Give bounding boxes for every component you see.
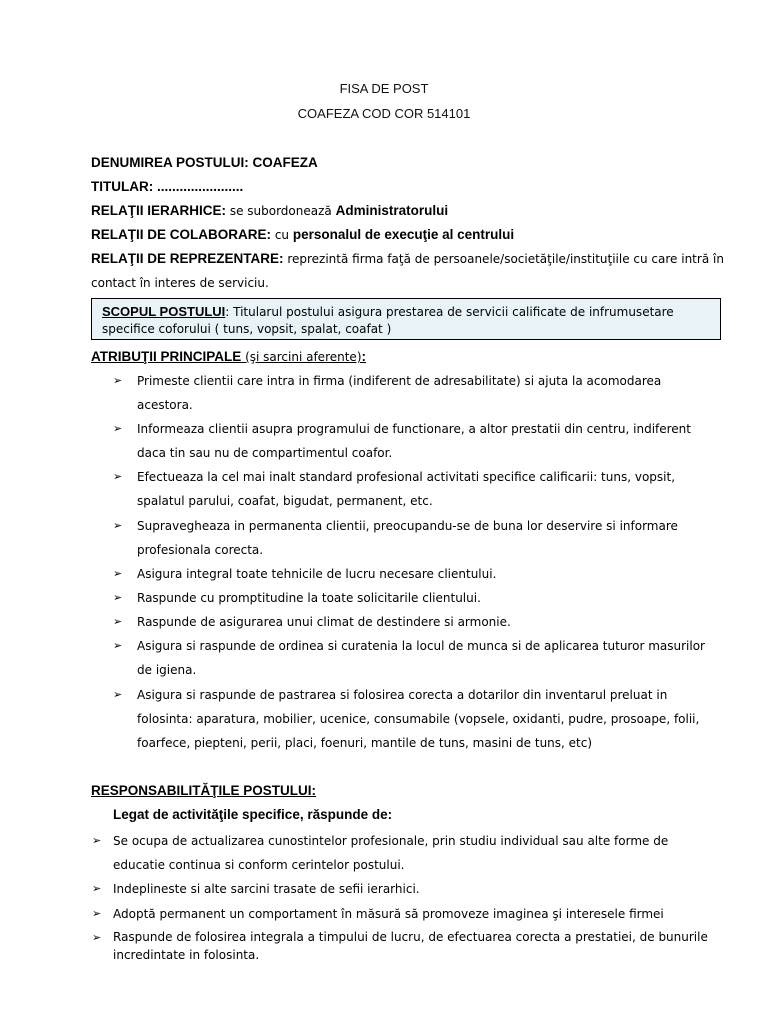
responsabilitate-item: Se ocupa de actualizarea cunostintelor profesionale, prin studiu individual sau alte forme de educatie continua si conform cerintelor postului. (113, 834, 669, 872)
atributie-item: Primeste clientii care intra in firma (indiferent de adresabilitate) si ajuta la acomodarea acestora. (137, 374, 662, 412)
bullet-arrow-icon: ➢ (113, 519, 123, 532)
atributie-item: Supravegheaza in permanenta clientii, preocupandu-se de buna lor deservire si informare profesionala corecta. (137, 519, 678, 557)
relatii-ierarhice-text: se subordonează (226, 204, 336, 218)
responsabilitate-item: Raspunde de folosirea integrala a timpului de lucru, de efectuarea corecta a prestatiei, de bunurile incredintate in folosinta. (113, 930, 708, 962)
bullet-arrow-icon: ➢ (113, 567, 123, 580)
bullet-arrow-icon: ➢ (113, 639, 123, 652)
bullet-arrow-icon: ➢ (113, 422, 123, 435)
atributie-item: Asigura integral toate tehnicile de lucru necesare clientului. (137, 567, 497, 581)
atributie-item: Asigura si raspunde de pastrarea si folosirea corecta a dotarilor din inventarul preluat in folosinta: aparatura, mobilier, ucenice, consumabile (vopsele, oxidanti, pudre, prosoape, folii, foarfece, piepteni, perii, placi, foenuri, mantile de tuns, masini de tuns, etc) (137, 688, 700, 750)
bullet-arrow-icon: ➢ (92, 931, 102, 944)
bullet-arrow-icon: ➢ (92, 834, 102, 847)
field-titular (91, 175, 731, 199)
scope-label: SCOPUL POSTULUI (102, 304, 226, 319)
field-relatii-ierarhice (91, 199, 731, 223)
field-denumirea-label: DENUMIREA POSTULUI: COAFEZA (91, 155, 318, 170)
atributie-item: Informeaza clientii asupra programului de functionare, a altor prestatii din centru, indiferent daca tin sau nu de compartimentul coafor. (137, 422, 691, 460)
field-titular-label: TITULAR: ....................... (91, 179, 244, 194)
atributie-item: Efectueaza la cel mai inalt standard profesional activitati specifice calificarii: tuns, vopsit, spalatul parului, coafat, bigudat, permanent, etc. (137, 470, 676, 508)
field-denumirea (91, 151, 731, 175)
bullet-arrow-icon: ➢ (113, 615, 123, 628)
responsabilitati-heading: RESPONSABILITĂŢILE POSTULUI: (91, 783, 317, 798)
document-subtitle: COAFEZA COD COR 514101 (297, 106, 471, 121)
responsabilitati-subheading: Legat de activităţile specifice, răspunde de: (113, 807, 393, 822)
atributie-item: Raspunde cu promptitudine la toate solicitarile clientului. (137, 591, 481, 605)
field-relatii-reprezentare (91, 247, 731, 295)
bullet-arrow-icon: ➢ (113, 470, 123, 483)
relatii-ierarhice-label: RELAŢII IERARHICE: (91, 203, 226, 218)
bullet-arrow-icon: ➢ (92, 882, 102, 895)
relatii-colaborare-text: cu (271, 228, 293, 242)
atributii-heading (91, 349, 366, 364)
relatii-ierarhice-emph: Administratorului (335, 203, 449, 218)
bullet-arrow-icon: ➢ (113, 688, 123, 701)
bullet-arrow-icon: ➢ (92, 907, 102, 920)
atributii-heading-text: ATRIBUŢII PRINCIPALE (91, 349, 242, 364)
scope-text: : Titularul postului asigura prestarea de servicii calificate de infrumusetare specifice coforului ( tuns, vopsit, spalat, coafat ) (102, 305, 674, 336)
document-title: FISA DE POST (339, 81, 429, 96)
relatii-reprezentare-label: RELAŢII DE REPREZENTARE: (91, 251, 284, 266)
responsabilitate-item: Indeplineste si alte sarcini trasate de sefii ierarhici. (113, 882, 420, 896)
field-relatii-colaborare (91, 223, 731, 247)
atributie-item: Asigura si raspunde de ordinea si curatenia la locul de munca si de aplicarea tuturor masurilor de igiena. (137, 639, 705, 677)
responsabilitate-item: Adoptă permanent un comportament în măsură să promoveze imaginea şi interesele firmei (113, 907, 664, 921)
bullet-arrow-icon: ➢ (113, 374, 123, 387)
atributie-item: Raspunde de asigurarea unui climat de destindere si armonie. (137, 615, 511, 629)
relatii-colaborare-emph: personalul de execuţie al centrului (292, 227, 515, 242)
bullet-arrow-icon: ➢ (113, 591, 123, 604)
relatii-colaborare-label: RELAŢII DE COLABORARE: (91, 227, 271, 242)
atributii-heading-note: (şi sarcini aferente) (241, 350, 362, 364)
atributii-heading-colon: : (361, 349, 366, 364)
scope-box (91, 298, 721, 340)
relatii-reprezentare-text: reprezintă firma faţă de persoanele/societăţile/instituţiile cu care intră în contact în interes de serviciu. (91, 252, 724, 290)
